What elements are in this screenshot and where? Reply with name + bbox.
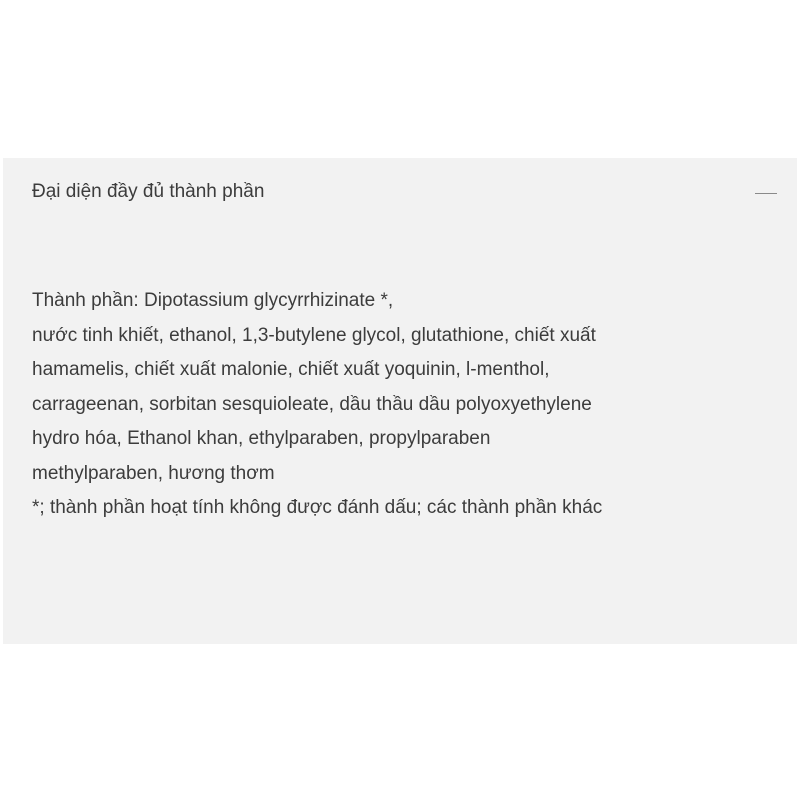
ingredient-line-1: Thành phần: Dipotassium glycyrrhizinate *,: [32, 290, 394, 311]
ingredient-line-7: *; thành phần hoạt tính không được đánh dấu; các thành phần khác: [32, 497, 603, 518]
ingredients-accordion: [3, 158, 797, 644]
ingredient-line-2: nước tinh khiết, ethanol, 1,3-butylene glycol, glutathione, chiết xuất: [32, 324, 596, 346]
ingredient-line-4: carrageenan, sorbitan sesquioleate, dầu thầu dầu polyoxyethylene: [32, 393, 592, 415]
ingredient-line-5: hydro hóa, Ethanol khan, ethylparaben, propylparaben: [32, 428, 491, 449]
ingredient-line-3: hamamelis, chiết xuất malonie, chiết xuất yoquinin, l-menthol,: [32, 359, 550, 380]
ingredient-line-6: methylparaben, hương thơm: [32, 462, 275, 484]
ingredients-text: [32, 284, 782, 526]
minus-icon[interactable]: [755, 182, 779, 206]
accordion-title: Đại diện đầy đủ thành phần: [32, 181, 265, 202]
accordion-header[interactable]: [3, 158, 797, 228]
